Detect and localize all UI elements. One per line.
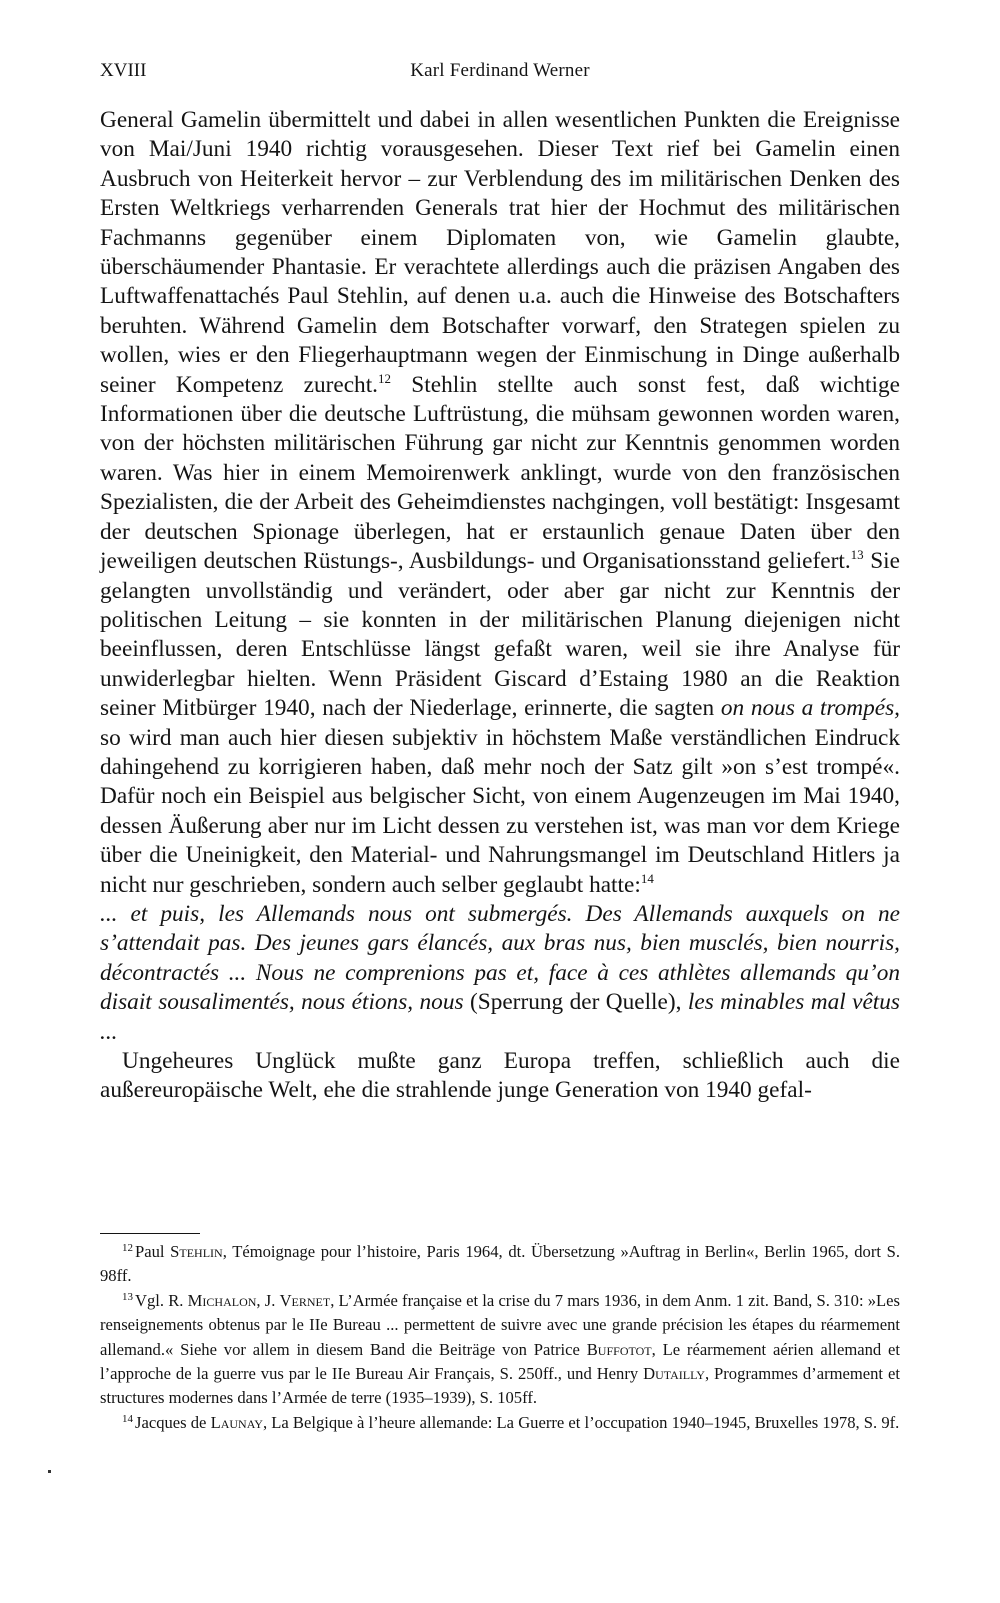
paragraph-1-text-b: Stehlin stellte auch sonst fest, daß wichtige Informationen über die deutsche Luftrüstung, die mühsam gewonnen worden waren, von der höchsten militärischen Führung gar nicht zur Kenntnis genommen worden waren. Was hier in einem Memoirenwerk anklingt, wurde von den französischen Spezialisten, die der Arbeit des Geheimdienstes nachgingen, voll bestätigt: Insgesamt der deutschen Spionage überlegen, hat er erstaunlich genaue Daten über den jeweiligen deutschen Rüstungs-, Ausbildungs- und Organisationsstand geliefert. <box>100 371 900 575</box>
page-header <box>100 60 900 90</box>
footnote-text: , Le réarmement aérien allemand et l’approche de la guerre vus par le IIe Bureau Air Français, S. 250ff., und Henry <box>100 1339 900 1384</box>
paragraph-1-text-d: so wird man auch hier diesen subjektiv in höchstem Maße verständlichen Eindruck dahingehend zu korrigieren haben, daß mehr noch der Satz gilt »on s’est trompé«. Dafür noch ein Beispiel aus belgischer Sicht, von einem Augenzeugen im Mai 1940, dessen Äußerung aber nur im Licht dessen zu verstehen ist, was man vor dem Kriege über die Uneinigkeit, den Material- und Nahrungsmangel im Deutschland Hitlers ja nicht nur geschrieben, sondern auch selber geglaubt hatte: <box>100 724 900 898</box>
running-head-author: Karl Ferdinand Werner <box>410 60 590 81</box>
page-number: XVIII <box>100 60 147 81</box>
author-name: Vernet <box>279 1290 331 1310</box>
footnote-text: Vgl. R. <box>135 1290 188 1310</box>
quote-roman: (Sperrung der Quelle), <box>463 989 688 1016</box>
footnote-ref-13[interactable]: 13 <box>850 547 864 563</box>
footnote-14 <box>100 1411 900 1435</box>
scan-speck <box>48 1470 51 1473</box>
footnote-text: , J. <box>256 1290 280 1310</box>
paragraph-2: Ungeheures Unglück mußte ganz Europa treffen, schließlich auch die außereuropäische Welt, ehe die strahlende junge Generation von 1940 gefal- <box>100 1048 900 1104</box>
footnote-text: Paul <box>135 1242 171 1261</box>
paragraph-1 <box>100 106 900 900</box>
footnote-text: Jacques de <box>135 1412 211 1432</box>
quote-italic: ... et puis, les Allemands nous ont submergés. Des Allemands auxquels on ne s’attendait pas. Des jeunes gars élancés, aux bras nus, bien musclés, bien nourris, décontractés ... Nous ne comprenions pas et, face à ces athlètes allemands qu’on disait sousalimentés, nous étions, nous <box>100 900 900 1016</box>
footnote-ref-14[interactable]: 14 <box>640 870 654 886</box>
footnote-text: , La Belgique à l’heure allemande: La Guerre et l’occupation 1940–1945, Bruxelles 1978, S. 9f. <box>262 1412 900 1432</box>
footnote-13 <box>100 1289 900 1411</box>
author-name: Dutailly <box>643 1364 705 1384</box>
author-name: Stehlin <box>170 1242 223 1261</box>
footnote-number: 14 <box>122 1412 133 1425</box>
footnote-number: 12 <box>122 1242 133 1254</box>
author-name: Launay <box>210 1412 263 1432</box>
block-quote <box>100 900 900 1047</box>
main-text <box>100 106 900 1106</box>
paragraph-1-text-a: General Gamelin übermittelt und dabei in allen wesentlichen Punkten die Ereignisse von Mai/Juni 1940 richtig vorausgesehen. Dieser Text rief bei Gamelin einen Ausbruch von Heiterkeit hervor – zur Verblendung des im militärischen Denken des Ersten Weltkriegs verharrenden Generals trat hier der Hochmut des militärischen Fachmanns gegenüber einem Diplomaten von, wie Gamelin glaubte, überschäumender Phantasie. Er verachtete allerdings auch die präzisen Angaben des Luftwaffenattachés Paul Stehlin, auf denen u.a. auch die Hinweise des Botschafters beruhten. Während Gamelin dem Botschafter vorwarf, den Strategen spielen zu wollen, wies er den Fliegerhauptmann wegen der Einmischung in Dinge außerhalb seiner Kompetenz zurecht. <box>100 107 900 398</box>
footnote-divider <box>100 1233 200 1234</box>
author-name: Buffotot <box>586 1339 652 1359</box>
paragraph-1-italic-quote: on nous a trompés, <box>720 695 900 722</box>
paragraph-1-text-c: Sie gelangten unvollständig und verändert, oder aber gar nicht zur Kenntnis der politischen Leitung – sie konnten in der militärischen Planung diejenigen nicht beeinflussen, deren Entschlüsse längst gefaßt waren, weil sie ihre Analyse für unwiderlegbar hielten. Wenn Präsident Giscard d’Estaing 1980 an die Reaktion seiner Mitbürger 1940, nach der Niederlage, erinnerte, die sagten <box>100 548 900 722</box>
footnotes <box>100 1240 900 1435</box>
footnote-text: , Témoignage pour l’histoire, Paris 1964, dt. Übersetzung »Auftrag in Berlin«, Berlin 1965, dort S. 98ff. <box>100 1242 900 1286</box>
footnote-ref-12[interactable]: 12 <box>378 370 391 386</box>
footnote-number: 13 <box>122 1290 133 1303</box>
author-name: Michalon <box>187 1290 257 1310</box>
quote-italic-end: les minables mal vêtus ... <box>100 989 900 1045</box>
footnote-text: , L’Armée française et la crise du 7 mars 1936, in dem Anm. 1 zit. Band, S. 310: »Les renseignements obtenus par le IIe Bureau ... permettent de suivre avec une grande précision les étapes du réarmement allemand.« Siehe vor allem in diesem Band die Beiträge von Patrice <box>100 1290 900 1359</box>
footnote-text: , Programmes d’armement et structures modernes dans l’Armée de terre (1935–1939), S. 105ff. <box>100 1364 900 1408</box>
footnote-12 <box>100 1240 900 1289</box>
